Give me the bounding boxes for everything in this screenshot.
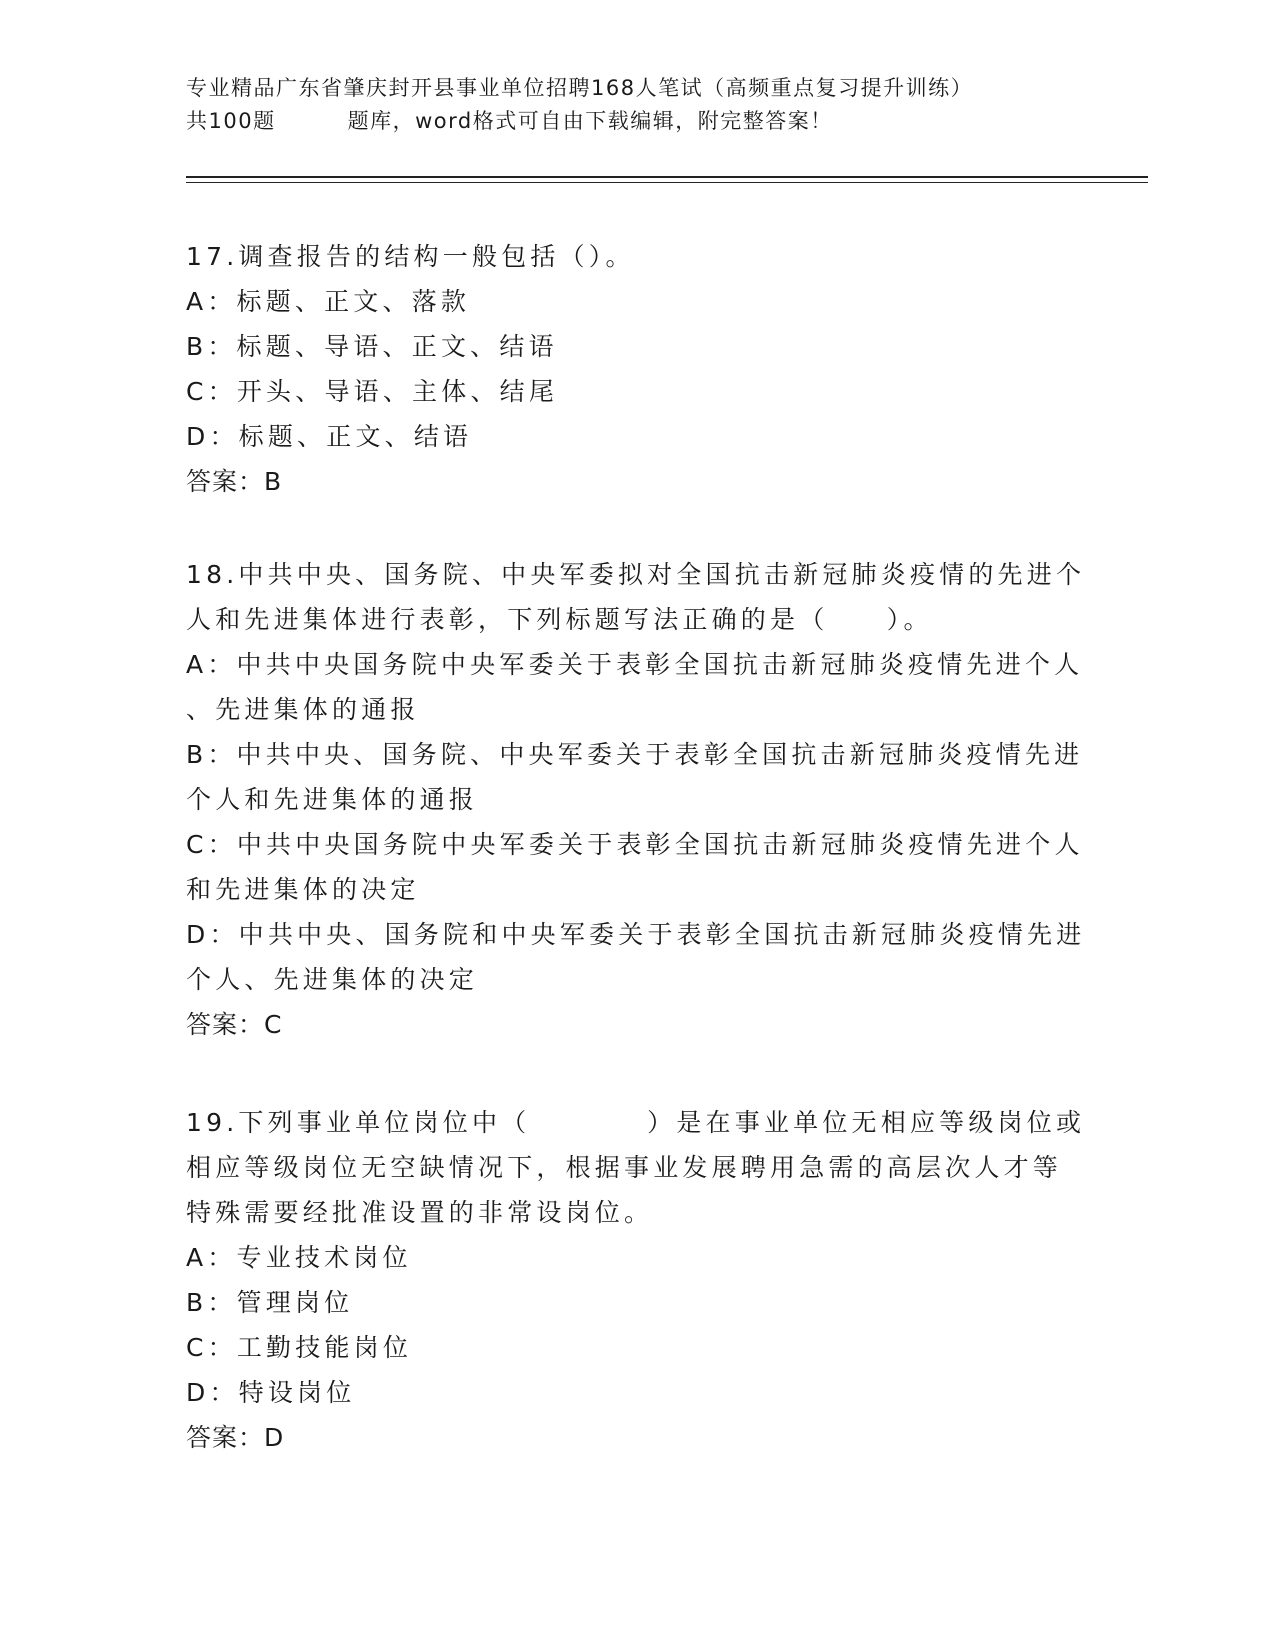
answer-line: 答案：C [186, 1010, 283, 1039]
option-a: A：专业技术岗位 [186, 1243, 412, 1272]
question-18 [186, 552, 1086, 1047]
option-c: C：开头、导语、主体、结尾 [186, 377, 559, 406]
header-divider-thin [186, 182, 1148, 183]
header-question-count: 共100题 [186, 109, 276, 133]
option-d: D：标题、正文、结语 [186, 422, 473, 451]
option-a-continued: 、先进集体的通报 [186, 695, 420, 724]
question-stem-continued: 人和先进集体进行表彰，下列标题写法正确的是（ ）。 [186, 605, 933, 634]
header-divider-thick [186, 176, 1148, 178]
question-stem: 17.调查报告的结构一般包括（）。 [186, 242, 635, 271]
question-stem-continued: 相应等级岗位无空缺情况下，根据事业发展聘用急需的高层次人才等 [186, 1153, 1063, 1182]
option-b: B：管理岗位 [186, 1288, 354, 1317]
option-a: A：中共中央国务院中央军委关于表彰全国抗击新冠肺炎疫情先进个人 [186, 650, 1084, 679]
question-19 [186, 1100, 1086, 1460]
option-d: D：中共中央、国务院和中央军委关于表彰全国抗击新冠肺炎疫情先进 [186, 920, 1086, 949]
header-description: 题库，word格式可自由下载编辑，附完整答案！ [347, 109, 833, 133]
option-b: B：中共中央、国务院、中央军委关于表彰全国抗击新冠肺炎疫情先进 [186, 740, 1084, 769]
option-d: D：特设岗位 [186, 1378, 356, 1407]
document-header [186, 72, 1086, 138]
answer-line: 答案：D [186, 1423, 285, 1452]
option-c: C：工勤技能岗位 [186, 1333, 413, 1362]
header-title-line: 专业精品广东省肇庆封开县事业单位招聘168人笔试（高频重点复习提升训练） [186, 76, 974, 100]
question-stem: 19.下列事业单位岗位中（ ）是在事业单位无相应等级岗位或 [186, 1108, 1086, 1137]
question-stem-continued: 特殊需要经批准设置的非常设岗位。 [186, 1198, 654, 1227]
option-c: C：中共中央国务院中央军委关于表彰全国抗击新冠肺炎疫情先进个人 [186, 830, 1084, 859]
option-b-continued: 个人和先进集体的通报 [186, 785, 479, 814]
option-d-continued: 个人、先进集体的决定 [186, 965, 479, 994]
option-c-continued: 和先进集体的决定 [186, 875, 420, 904]
option-a: A：标题、正文、落款 [186, 287, 471, 316]
question-17 [186, 234, 1086, 504]
header-subtitle-line [186, 105, 1086, 138]
option-b: B：标题、导语、正文、结语 [186, 332, 558, 361]
answer-line: 答案：B [186, 467, 283, 496]
question-stem: 18.中共中央、国务院、中央军委拟对全国抗击新冠肺炎疫情的先进个 [186, 560, 1086, 589]
